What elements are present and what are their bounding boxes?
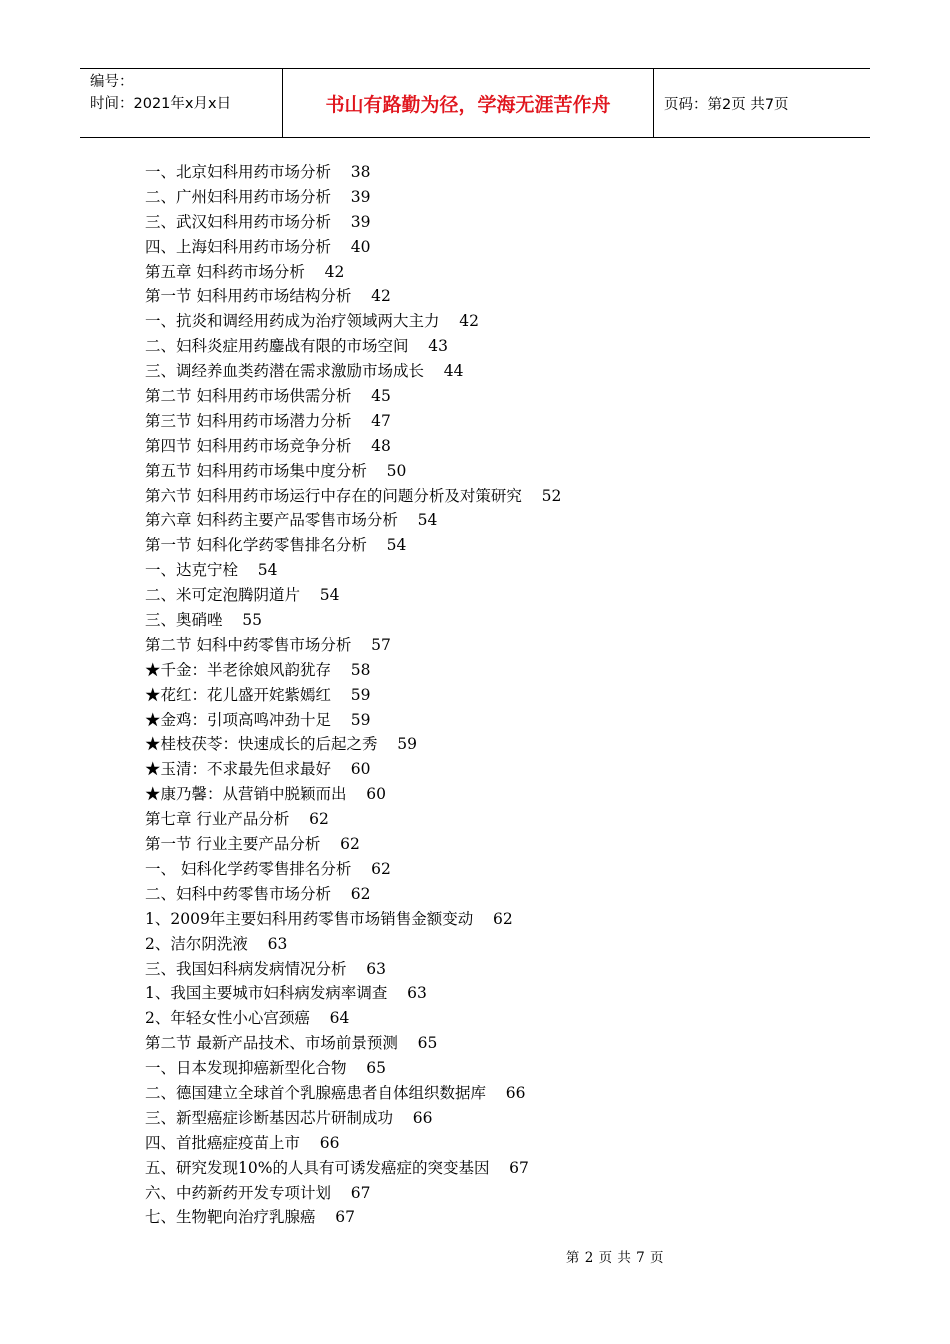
toc-entry-page: 39 (350, 212, 371, 231)
toc-entry-page: 63 (407, 984, 427, 1003)
toc-entry (145, 434, 845, 459)
toc-entry-page: 48 (371, 436, 391, 455)
toc-entry (145, 807, 845, 832)
toc-entry-title: 四、首批癌症疫苗上市 (145, 1133, 301, 1152)
toc-entry (145, 235, 845, 260)
toc-entry-title: 第一节 行业主要产品分析 (145, 835, 321, 854)
toc-entry-title: 一、达克宁栓 (145, 561, 239, 580)
toc-entry (145, 633, 845, 658)
toc-entry (145, 1081, 845, 1106)
table-of-contents (145, 160, 845, 1230)
toc-entry-title: 一、北京妇科用药市场分析 (145, 163, 332, 181)
toc-entry (145, 309, 845, 334)
toc-entry (145, 782, 845, 807)
toc-entry (145, 409, 845, 434)
toc-entry-page: 67 (350, 1183, 371, 1202)
toc-entry (145, 1056, 845, 1081)
toc-entry (145, 334, 845, 359)
toc-entry-title: ★桂枝茯苓：快速成长的后起之秀 (145, 735, 378, 754)
toc-entry-title: 三、新型癌症诊断基因芯片研制成功 (145, 1108, 394, 1127)
toc-entry (145, 708, 845, 733)
toc-entry (145, 608, 845, 633)
header-page-info: 页码：第2页 共7页 (664, 96, 789, 113)
toc-entry-page: 54 (417, 511, 438, 530)
toc-entry (145, 359, 845, 384)
toc-entry (145, 658, 845, 683)
toc-entry (145, 185, 845, 210)
toc-entry-page: 62 (309, 810, 329, 829)
toc-entry-title: 2、年轻女性小心宫颈癌 (145, 1009, 310, 1028)
toc-entry-title: 三、调经养血类药潜在需求激励市场成长 (145, 362, 425, 381)
toc-entry-page: 40 (350, 237, 371, 256)
toc-entry-title: 第四节 妇科用药市场竞争分析 (145, 436, 352, 455)
toc-entry-page: 57 (371, 635, 391, 654)
toc-entry-page: 59 (350, 685, 371, 704)
toc-entry-page: 54 (386, 536, 407, 555)
toc-entry (145, 583, 845, 608)
toc-entry-page: 59 (397, 735, 417, 754)
toc-entry (145, 210, 845, 235)
toc-entry-title: 第七章 行业产品分析 (145, 810, 290, 829)
toc-entry-title: ★花红：花儿盛开姹紫嫣红 (145, 685, 332, 704)
page-footer (0, 1246, 950, 1266)
toc-entry (145, 284, 845, 309)
toc-entry-title: 一、抗炎和调经用药成为治疗领域两大主力 (145, 312, 440, 331)
toc-entry (145, 484, 845, 509)
toc-entry (145, 384, 845, 409)
toc-entry-page: 44 (443, 362, 464, 381)
toc-entry-page: 60 (366, 785, 386, 804)
toc-entry-page: 60 (350, 760, 371, 779)
toc-entry-title: 四、上海妇科用药市场分析 (145, 237, 332, 256)
toc-entry (145, 1156, 845, 1181)
header-meta (80, 69, 282, 137)
toc-entry-page: 66 (505, 1083, 526, 1102)
toc-entry-page: 55 (242, 611, 262, 630)
toc-entry-page: 43 (428, 337, 448, 356)
toc-entry-title: 二、米可定泡腾阴道片 (145, 586, 301, 605)
toc-entry-page: 67 (509, 1158, 529, 1177)
toc-entry-title: 三、奥硝唑 (145, 611, 223, 630)
header-motto: 书山有路勤为径，学海无涯苦作舟 (282, 69, 654, 137)
toc-entry (145, 907, 845, 932)
toc-entry (145, 1106, 845, 1131)
toc-entry-title: 二、妇科中药零售市场分析 (145, 884, 332, 903)
toc-entry-page: 66 (319, 1133, 340, 1152)
toc-entry (145, 832, 845, 857)
toc-entry-title: 二、广州妇科用药市场分析 (145, 187, 332, 206)
toc-entry-page: 38 (350, 163, 371, 181)
toc-entry (145, 558, 845, 583)
toc-entry-title: 第三节 妇科用药市场潜力分析 (145, 411, 352, 430)
toc-entry-title: 二、妇科炎症用药鏖战有限的市场空间 (145, 337, 409, 356)
toc-entry-title: 三、武汉妇科用药市场分析 (145, 212, 332, 231)
toc-entry-page: 62 (350, 884, 371, 903)
toc-entry-title: 第五节 妇科用药市场集中度分析 (145, 461, 367, 480)
toc-entry-title: ★千金：半老徐娘风韵犹存 (145, 660, 332, 679)
toc-entry (145, 260, 845, 285)
toc-entry-title: ★玉清：不求最先但求最好 (145, 760, 332, 779)
toc-entry-page: 54 (319, 586, 340, 605)
toc-entry (145, 1205, 845, 1230)
toc-entry (145, 160, 845, 185)
toc-entry-page: 64 (329, 1009, 350, 1028)
toc-entry (145, 882, 845, 907)
toc-entry (145, 981, 845, 1006)
toc-entry-page: 52 (541, 486, 562, 505)
toc-entry-title: ★康乃馨：从营销中脱颖而出 (145, 785, 347, 804)
toc-entry-page: 47 (371, 411, 391, 430)
toc-entry-title: 五、研究发现10%的人具有可诱发癌症的突变基因 (145, 1158, 490, 1177)
toc-entry-title: 第五章 妇科药市场分析 (145, 262, 305, 281)
toc-entry-title: 三、我国妇科病发病情况分析 (145, 959, 347, 978)
toc-entry-page: 66 (412, 1108, 433, 1127)
toc-entry (145, 683, 845, 708)
toc-entry (145, 857, 845, 882)
toc-entry-page: 63 (267, 934, 288, 953)
toc-entry-page: 59 (350, 710, 371, 729)
toc-entry (145, 957, 845, 982)
toc-entry-title: 第二节 妇科中药零售市场分析 (145, 635, 352, 654)
toc-entry (145, 1006, 845, 1031)
toc-entry (145, 757, 845, 782)
toc-entry-page: 65 (417, 1034, 438, 1053)
toc-entry (145, 932, 845, 957)
document-header (80, 68, 870, 138)
toc-entry-title: 第六章 妇科药主要产品零售市场分析 (145, 511, 398, 530)
toc-entry (145, 533, 845, 558)
toc-entry-title: 一、日本发现抑癌新型化合物 (145, 1059, 347, 1078)
toc-entry-page: 65 (366, 1059, 386, 1078)
toc-entry-page: 62 (340, 835, 360, 854)
toc-entry (145, 459, 845, 484)
toc-entry-title: 六、中药新药开发专项计划 (145, 1183, 332, 1202)
toc-entry-title: 1、2009年主要妇科用药零售市场销售金额变动 (145, 909, 474, 928)
toc-entry (145, 1131, 845, 1156)
toc-entry-title: 第六节 妇科用药市场运行中存在的问题分析及对策研究 (145, 486, 522, 505)
toc-entry-page: 50 (386, 461, 407, 480)
toc-entry-title: 第二节 最新产品技术、市场前景预测 (145, 1034, 398, 1053)
toc-entry-page: 67 (335, 1208, 355, 1227)
toc-entry-page: 58 (350, 660, 371, 679)
toc-entry-page: 45 (371, 387, 391, 406)
footer-page-number: 第 2 页 共 7 页 (565, 1250, 665, 1266)
toc-entry-page: 54 (257, 561, 278, 580)
toc-entry-page: 62 (493, 909, 513, 928)
toc-entry-page: 42 (459, 312, 479, 331)
toc-entry-title: 一、 妇科化学药零售排名分析 (145, 859, 352, 878)
toc-entry (145, 508, 845, 533)
toc-entry-title: 1、我国主要城市妇科病发病率调查 (145, 984, 388, 1003)
toc-entry-title: 第二节 妇科用药市场供需分析 (145, 387, 352, 406)
toc-entry-title: 第一节 妇科用药市场结构分析 (145, 287, 352, 306)
toc-entry (145, 1031, 845, 1056)
toc-entry-title: 2、洁尔阴洗液 (145, 934, 248, 953)
toc-entry (145, 1181, 845, 1206)
number-label: 编号： (90, 74, 134, 90)
toc-entry (145, 732, 845, 757)
toc-entry-page: 62 (371, 859, 391, 878)
toc-entry-title: 七、生物靶向治疗乳腺癌 (145, 1208, 316, 1227)
toc-entry-title: 二、德国建立全球首个乳腺癌患者自体组织数据库 (145, 1083, 487, 1102)
toc-entry-page: 39 (350, 187, 371, 206)
toc-entry-title: 第一节 妇科化学药零售排名分析 (145, 536, 367, 555)
toc-entry-title: ★金鸡：引项高鸣冲劲十足 (145, 710, 332, 729)
time-label: 时间：2021年x月x日 (90, 96, 232, 112)
toc-entry-page: 63 (366, 959, 386, 978)
toc-entry-page: 42 (371, 287, 391, 306)
toc-entry-page: 42 (324, 262, 345, 281)
